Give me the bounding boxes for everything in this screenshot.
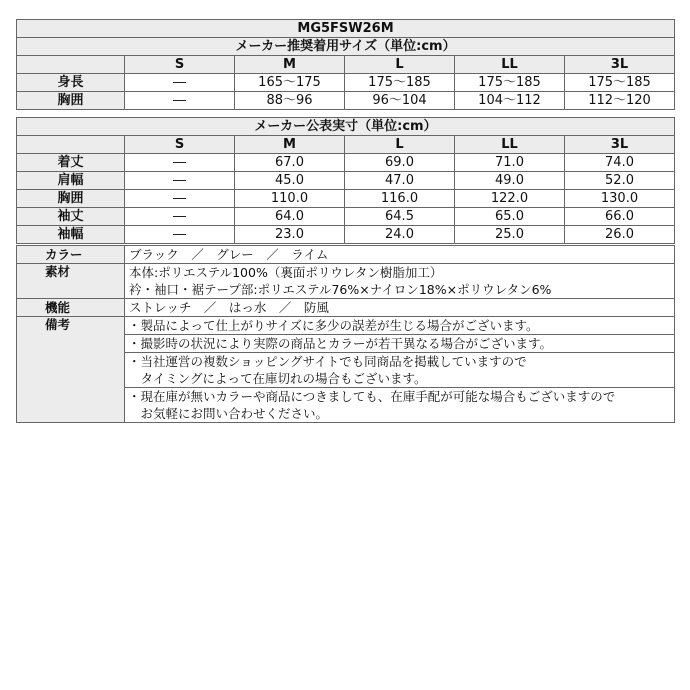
cell-value: 52.0 (565, 172, 675, 190)
cell-value: 69.0 (345, 154, 455, 172)
row-label: 袖丈 (17, 208, 125, 226)
corner-cell (17, 136, 125, 154)
row-label: 胸囲 (17, 190, 125, 208)
cell-value: 175～185 (345, 74, 455, 92)
size-label: LL (455, 136, 565, 154)
cell-value: 49.0 (455, 172, 565, 190)
row-label: 着丈 (17, 154, 125, 172)
table-row (17, 208, 675, 226)
actual-size-title: メーカー公表実寸（単位:cm） (17, 118, 675, 136)
cell-value: ― (125, 172, 235, 190)
note-line: ・現在庫が無いカラーや商品につきましても、在庫手配が可能な場合もございますので (125, 388, 675, 406)
cell-value: 116.0 (345, 190, 455, 208)
note-line: ・製品によって仕上がりサイズに多少の誤差が生じる場合がございます。 (125, 317, 675, 335)
spec-row-notes-1 (17, 317, 675, 335)
row-label: 肩幅 (17, 172, 125, 190)
cell-value: ― (125, 74, 235, 92)
spec-value-function: ストレッチ ／ はっ水 ／ 防風 (125, 299, 675, 317)
recommended-size-title: メーカー推奨着用サイズ（単位:cm） (17, 38, 675, 56)
cell-value: 26.0 (565, 226, 675, 244)
size-label: LL (455, 56, 565, 74)
cell-value: 74.0 (565, 154, 675, 172)
product-spec-table (16, 245, 675, 423)
corner-cell (17, 56, 125, 74)
size-label: 3L (565, 56, 675, 74)
note-line: お気軽にお問い合わせください。 (125, 405, 675, 423)
size-label: L (345, 56, 455, 74)
cell-value: 110.0 (235, 190, 345, 208)
cell-value: 175～185 (565, 74, 675, 92)
spec-row-function (17, 299, 675, 317)
cell-value: 88～96 (235, 92, 345, 110)
cell-value: 71.0 (455, 154, 565, 172)
spec-value-color: ブラック ／ グレー ／ ライム (125, 246, 675, 264)
spec-value-material-1: 本体:ポリエステル100%（裏面ポリウレタン樹脂加工） (125, 264, 675, 282)
cell-value: 23.0 (235, 226, 345, 244)
cell-value: ― (125, 226, 235, 244)
cell-value: 130.0 (565, 190, 675, 208)
size-label: M (235, 136, 345, 154)
size-label: S (125, 56, 235, 74)
table-row (17, 172, 675, 190)
size-header-row (17, 56, 675, 74)
cell-value: 165～175 (235, 74, 345, 92)
cell-value: ― (125, 92, 235, 110)
cell-value: 45.0 (235, 172, 345, 190)
spec-label: 機能 (17, 299, 125, 317)
cell-value: 122.0 (455, 190, 565, 208)
cell-value: 112～120 (565, 92, 675, 110)
cell-value: ― (125, 190, 235, 208)
cell-value: ― (125, 208, 235, 226)
note-line: ・当社運営の複数ショッピングサイトでも同商品を掲載していますので (125, 353, 675, 371)
size-label: S (125, 136, 235, 154)
cell-value: 24.0 (345, 226, 455, 244)
table-row (17, 74, 675, 92)
table-row (17, 190, 675, 208)
note-line: タイミングによって在庫切れの場合もございます。 (125, 370, 675, 388)
cell-value: 96～104 (345, 92, 455, 110)
recommended-size-table (16, 19, 675, 110)
cell-value: 64.5 (345, 208, 455, 226)
size-label: 3L (565, 136, 675, 154)
row-label: 身長 (17, 74, 125, 92)
spec-value-material-2: 衿・袖口・裾テープ部:ポリエステル76%×ナイロン18%×ポリウレタン6% (125, 281, 675, 299)
cell-value: 65.0 (455, 208, 565, 226)
spec-row-material (17, 264, 675, 282)
size-header-row (17, 136, 675, 154)
note-line: ・撮影時の状況により実際の商品とカラーが若干異なる場合がございます。 (125, 335, 675, 353)
spec-label: カラー (17, 246, 125, 264)
cell-value: 175～185 (455, 74, 565, 92)
row-label: 袖幅 (17, 226, 125, 244)
cell-value: 67.0 (235, 154, 345, 172)
cell-value: 104～112 (455, 92, 565, 110)
cell-value: 25.0 (455, 226, 565, 244)
size-label: L (345, 136, 455, 154)
spec-row-color (17, 246, 675, 264)
cell-value: ― (125, 154, 235, 172)
cell-value: 66.0 (565, 208, 675, 226)
model-number: MG5FSW26M (17, 20, 675, 38)
cell-value: 47.0 (345, 172, 455, 190)
size-label: M (235, 56, 345, 74)
actual-size-table (16, 117, 675, 244)
table-row (17, 154, 675, 172)
cell-value: 64.0 (235, 208, 345, 226)
row-label: 胸囲 (17, 92, 125, 110)
table-row (17, 226, 675, 244)
spec-label: 備考 (17, 317, 125, 423)
spec-label: 素材 (17, 264, 125, 299)
table-row (17, 92, 675, 110)
